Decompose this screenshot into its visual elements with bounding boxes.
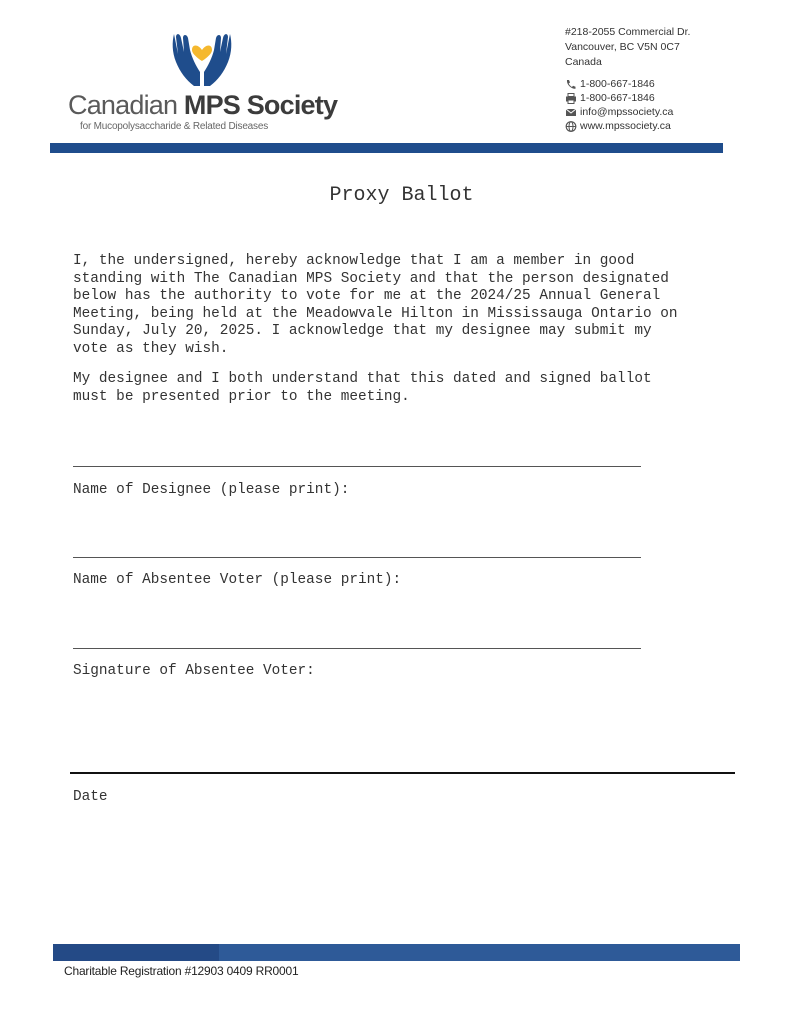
email-contact [565,105,673,119]
footer-bar-light [219,944,740,961]
date-label: Date [73,789,108,805]
hands-heart-icon [168,28,236,92]
org-tagline: for Mucopolysaccharide & Related Diseases [80,121,269,132]
footer-bar-dark [53,944,219,961]
org-name-part1: Canadian [68,90,184,120]
website-contact [565,119,671,133]
absentee-name-line[interactable] [73,557,641,558]
page-title: Proxy Ballot [329,184,474,207]
address-line1: #218-2055 Commercial Dr. [565,26,691,38]
charitable-registration: Charitable Registration #12903 0409 RR0001 [64,964,299,978]
fax-number: 1-800-667-1846 [580,92,655,104]
address-line3: Canada [565,56,602,68]
address-line2: Vancouver, BC V5N 0C7 [565,41,680,53]
understanding-paragraph: My designee and I both understand that this dated and signed ballot must be presented prior to the meeting. [73,371,652,405]
fax-icon [565,93,577,104]
phone-number: 1-800-667-1846 [580,78,655,90]
designee-name-label: Name of Designee (please print): [73,482,350,498]
globe-icon [565,121,577,132]
website-url[interactable]: www.mpssociety.ca [580,120,671,132]
date-line[interactable] [70,772,735,774]
phone-contact [565,77,655,91]
absentee-signature-label: Signature of Absentee Voter: [73,663,315,679]
acknowledgement-paragraph: I, the undersigned, hereby acknowledge that I am a member in good standing with The Canadian MPS Society and that the person designated below has the authority to vote for me at the 2024/25 Annual General Meeting, being held at the Meadowvale Hilton in Mississauga Ontario on Sunday, July 20, 2025. I acknowledge that my designee may submit my vote as they wish. [73,253,678,357]
org-name-part2: MPS Society [183,90,338,120]
absentee-signature-line[interactable] [73,648,641,649]
email-address[interactable]: info@mpssociety.ca [580,106,674,118]
designee-name-line[interactable] [73,466,641,467]
absentee-name-label: Name of Absentee Voter (please print): [73,572,402,588]
header-divider-bar [50,143,723,153]
email-icon [565,107,577,118]
org-name [68,90,337,121]
phone-icon [565,79,577,90]
fax-contact [565,91,655,105]
